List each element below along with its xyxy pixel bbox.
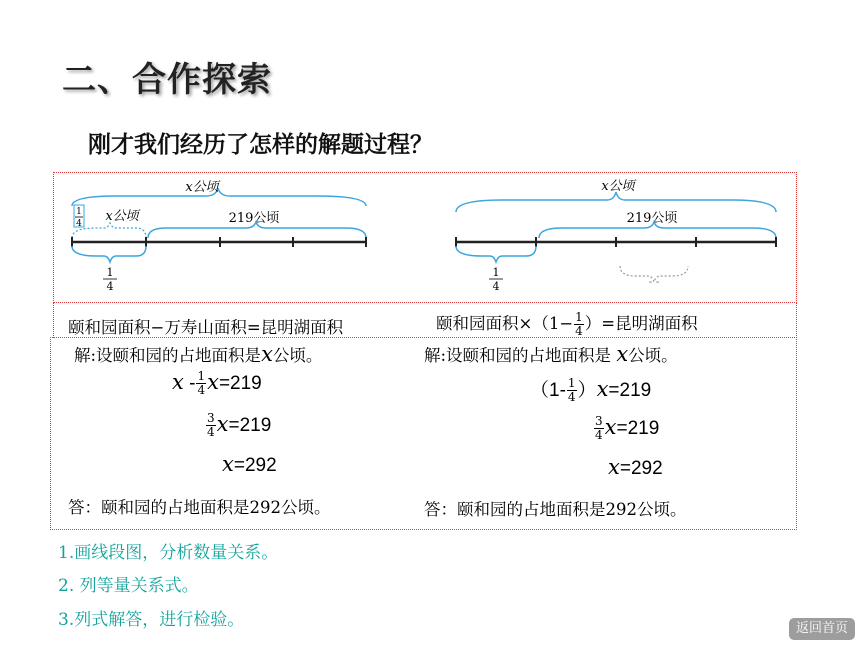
right-equation-3: x=292: [608, 455, 663, 479]
left-equation-2: $\frac{3}{4}$ x=219: [207, 411, 272, 440]
section-title: 二、合作探索: [62, 60, 272, 100]
relation-left: 颐和园面积−万寿山面积=昆明湖面积: [68, 318, 344, 337]
question-heading: 刚才我们经历了怎样的解题过程？: [88, 132, 433, 158]
unknown-placeholder: - -: [648, 275, 660, 288]
left-total-label: x公顷: [185, 180, 219, 195]
right-total-label: x公顷: [601, 179, 635, 194]
relation-right: 颐和园面积×（1− $\frac{1}{4}$ ）=昆明湖面积: [436, 310, 698, 338]
step-1: 1.画线段图，分析数量关系。: [58, 543, 279, 563]
right-line-diagram: [452, 176, 782, 298]
step-2: 2. 列等量关系式。: [58, 576, 199, 596]
right-answer: 答：颐和园的占地面积是292公顷。: [424, 500, 687, 519]
svg-text:1: 1: [106, 266, 114, 279]
svg-text:4: 4: [76, 219, 82, 229]
svg-text:1: 1: [76, 207, 82, 217]
left-answer: 答：颐和园的占地面积是292公顷。: [68, 498, 331, 517]
back-home-button[interactable]: 返回首页: [789, 618, 855, 640]
left-equation-1: x - $\frac{1}{4}$ x=219: [172, 369, 262, 398]
svg-text:1: 1: [492, 266, 500, 279]
svg-text:4: 4: [106, 280, 114, 293]
right-rest-label: 219公顷: [626, 211, 678, 226]
right-solution-setup: 解:设颐和园的占地面积是 x公顷。: [424, 342, 678, 366]
right-equation-1: （1- $\frac{1}{4}$ ）x=219: [530, 376, 652, 405]
left-line-diagram: [66, 176, 376, 298]
left-equation-3: x=292: [222, 452, 277, 476]
left-solution-setup: 解:设颐和园的占地面积是x公顷。: [74, 342, 323, 366]
left-rest-label: 219公顷: [228, 211, 280, 226]
right-equation-2: $\frac{3}{4}$ x=219: [595, 414, 660, 443]
step-3: 3.列式解答，进行检验。: [58, 610, 245, 630]
svg-text:4: 4: [492, 280, 500, 293]
left-part-label: x公顷: [105, 209, 139, 224]
